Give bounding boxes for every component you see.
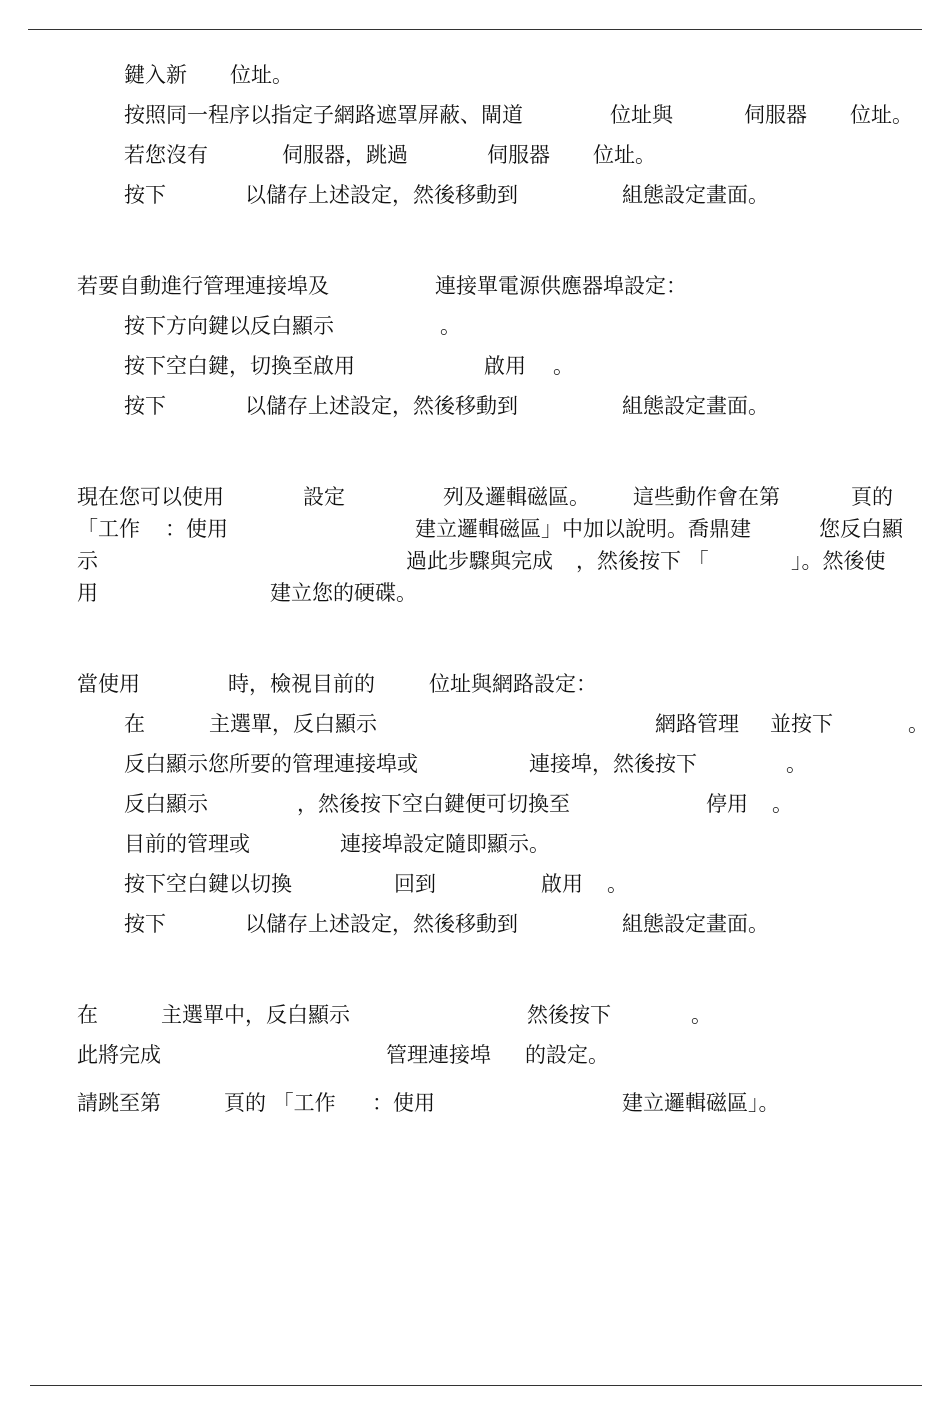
text-segment: ：使用 [165,517,228,541]
text-segment: 建立您的硬碟。 [270,581,417,605]
text-segment: 。 [786,752,807,776]
text-segment: 若要自動進行管理連接埠及 [77,274,329,298]
text-segment: 按下空白鍵，切換至啟用 [124,354,355,378]
text-segment: 建立邏輯磁區」。 [622,1091,780,1115]
text-segment: 主選單中，反白顯示 [161,1003,350,1027]
text-segment: 按下 [124,183,166,207]
text-line-s3-line4 [0,580,950,606]
text-segment: 。 [440,314,461,338]
text-segment: 時，檢視目前的 [228,672,375,696]
text-line-s2-intro [0,273,950,299]
text-line-s1-item3 [0,142,950,168]
text-segment: 目前的管理或 [124,832,250,856]
text-segment: 主選單，反白顯示 [209,712,377,736]
text-line-s4-item5 [0,871,950,897]
text-segment: 這些動作會在第 [633,485,780,509]
text-segment: 在 [124,712,145,736]
text-segment: 位址。 [593,143,656,167]
text-segment: 伺服器 [744,103,807,127]
text-segment: 建立邏輯磁區」中加以說明。喬鼎建 [415,517,751,541]
text-segment: 。 [691,1003,712,1027]
text-segment: 停用 [706,792,748,816]
text-segment: 若您沒有 [124,143,208,167]
text-segment: 。 [908,712,929,736]
text-segment: 組態設定畫面。 [622,394,769,418]
text-segment: 的設定。 [525,1043,609,1067]
text-line-s4-intro [0,671,950,697]
text-segment: 此將完成 [77,1043,161,1067]
text-line-s3-line3 [0,548,950,574]
text-segment: 按下空白鍵以切換 [124,872,292,896]
text-segment: 。 [553,354,574,378]
text-line-s2-item1 [0,313,950,339]
text-segment: 位址。 [230,63,293,87]
text-segment: 。 [772,792,793,816]
text-segment: 位址與 [610,103,673,127]
text-line-s4-item1 [0,711,950,737]
text-line-s5-line2 [0,1042,950,1068]
text-segment: 按照同一程序以指定子網路遮罩屏蔽、閘道 [124,103,523,127]
text-segment: 連接埠設定隨即顯示。 [340,832,550,856]
text-segment: ：使用 [372,1091,435,1115]
text-segment: 在 [77,1003,98,1027]
text-line-s4-item2 [0,751,950,777]
text-line-s1-item1 [0,62,950,88]
text-line-s2-item2 [0,353,950,379]
text-segment: 您反白顯 [819,517,903,541]
text-segment: ，然後按下 「 [576,549,709,573]
text-segment: 連接埠，然後按下 [529,752,697,776]
text-segment: 鍵入新 [124,63,187,87]
text-line-s4-item4 [0,831,950,857]
text-segment: 以儲存上述設定，然後移動到 [245,394,518,418]
text-line-s1-item2 [0,102,950,128]
text-line-s4-item3 [0,791,950,817]
text-segment: 網路管理 [655,712,739,736]
text-segment: 反白顯示 [124,792,208,816]
text-segment: 請跳至第 [77,1091,161,1115]
text-segment: 反白顯示您所要的管理連接埠或 [124,752,418,776]
text-segment: 以儲存上述設定，然後移動到 [245,183,518,207]
text-segment: 按下方向鍵以反白顯示 [124,314,334,338]
text-line-s3-line2 [0,516,950,542]
text-line-s3-line1 [0,484,950,510]
text-segment: 頁的 「工作 [224,1091,336,1115]
text-line-s4-item6 [0,911,950,937]
text-segment: 列及邏輯磁區。 [443,485,590,509]
text-line-s5-line1 [0,1002,950,1028]
text-line-s2-item3 [0,393,950,419]
text-segment: 並按下 [770,712,833,736]
text-segment: 以儲存上述設定，然後移動到 [245,912,518,936]
text-segment: 頁的 [851,485,893,509]
text-segment: 然後按下 [527,1003,611,1027]
text-segment: 當使用 [77,672,140,696]
header-rule [28,29,922,30]
text-segment: 按下 [124,394,166,418]
text-segment: 連接單電源供應器埠設定： [435,274,687,298]
text-segment: 管理連接埠 [386,1043,491,1067]
text-line-s5-line3 [0,1090,950,1116]
text-segment: 伺服器 [487,143,550,167]
text-segment: 回到 [394,872,436,896]
text-segment: 位址與網路設定： [429,672,597,696]
text-segment: 位址。 [850,103,913,127]
footer-rule [30,1385,922,1386]
text-segment: 啟用 [484,354,526,378]
text-segment: 過此步驟與完成 [406,549,553,573]
text-segment: 設定 [303,485,345,509]
text-segment: 用 [77,581,98,605]
text-segment: 組態設定畫面。 [622,183,769,207]
text-segment: 「工作 [77,517,140,541]
text-segment: 」。然後使 [791,549,886,573]
text-segment: 組態設定畫面。 [622,912,769,936]
text-segment: 啟用 [541,872,583,896]
text-segment: 伺服器，跳過 [282,143,408,167]
text-segment: 按下 [124,912,166,936]
text-segment: ，然後按下空白鍵便可切換至 [297,792,570,816]
text-segment: 現在您可以使用 [77,485,224,509]
text-segment: 。 [607,872,628,896]
text-line-s1-item4 [0,182,950,208]
text-segment: 示 [77,549,98,573]
